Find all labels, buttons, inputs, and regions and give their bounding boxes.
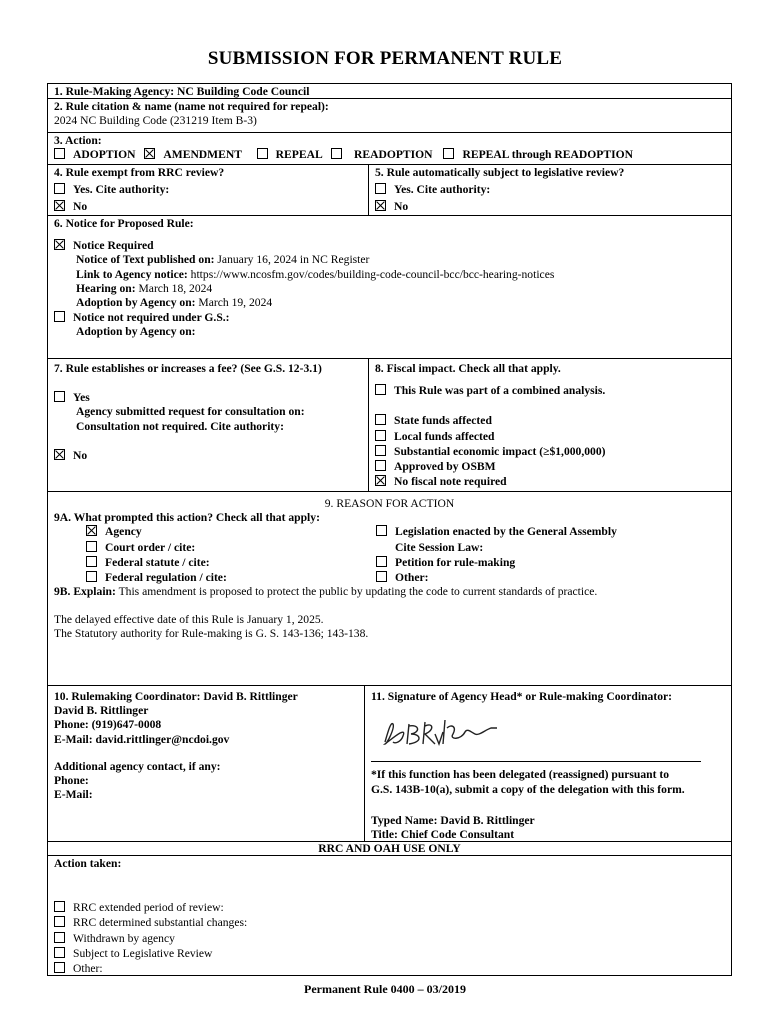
typed-name: Typed Name: David B. Rittlinger	[371, 813, 535, 827]
consultation-not-required-label: Consultation not required. Cite authority:	[76, 419, 284, 433]
prompt-court-label: Court order / cite:	[105, 540, 196, 554]
prompted-label: 9A. What prompted this action? Check all that apply:	[54, 511, 320, 525]
prompt-agency-label: Agency	[105, 525, 142, 539]
section-4	[48, 165, 369, 215]
osbm-checkbox[interactable]	[375, 460, 386, 471]
rrc-substantial-label: RRC determined substantial changes:	[73, 916, 248, 930]
rrc-other-label: Other:	[73, 962, 103, 976]
prompt-agency-checkbox[interactable]	[86, 525, 97, 536]
section-11	[365, 686, 731, 841]
section-8	[369, 359, 731, 491]
rrc-extended-checkbox[interactable]	[54, 901, 65, 912]
signature-line	[371, 760, 701, 762]
rrc-exempt-yes-checkbox[interactable]	[54, 183, 65, 194]
agency-notice-link[interactable]: https://www.ncosfm.gov/codes/building-code-council-bcc/bcc-hearing-notices	[190, 267, 555, 281]
readoption-checkbox[interactable]	[331, 148, 342, 159]
local-funds-label: Local funds affected	[394, 429, 495, 443]
fee-no-checkbox[interactable]	[54, 449, 65, 460]
agency-notice-link-label: Link to Agency notice:	[76, 267, 188, 281]
amendment-checkbox[interactable]	[144, 148, 155, 159]
legislative-review-yes-checkbox[interactable]	[375, 183, 386, 194]
prompt-court-checkbox[interactable]	[86, 541, 97, 552]
section-1	[48, 84, 731, 99]
state-funds-label: State funds affected	[394, 414, 492, 428]
consultation-requested-label: Agency submitted request for consultation on:	[76, 405, 305, 419]
legislative-review-checkbox[interactable]	[54, 947, 65, 958]
rrc-substantial-checkbox[interactable]	[54, 916, 65, 927]
form-title: SUBMISSION FOR PERMANENT RULE	[207, 48, 563, 69]
signature-label: 11. Signature of Agency Head* or Rule-making Coordinator:	[371, 690, 673, 703]
prompt-federal-statute-label: Federal statute / cite:	[105, 555, 210, 569]
rrc-header-label: RRC AND OAH USE ONLY	[318, 842, 461, 855]
statutory-authority-note: The Statutory authority for Rule-making is G. S. 143-136; 143-138.	[54, 626, 369, 640]
signature-area[interactable]	[371, 704, 725, 756]
withdrawn-label: Withdrawn by agency	[73, 931, 175, 945]
adoption-label: ADOPTION	[73, 148, 136, 162]
state-funds-checkbox[interactable]	[375, 414, 386, 425]
rrc-exempt-no-label: No	[73, 200, 88, 214]
fee-no-label: No	[73, 448, 88, 462]
repeal-checkbox[interactable]	[257, 148, 268, 159]
action-taken-label: Action taken:	[54, 857, 122, 870]
prompt-federal-regulation-label: Federal regulation / cite:	[105, 571, 227, 585]
osbm-label: Approved by OSBM	[394, 460, 496, 474]
rrc-extended-label: RRC extended period of review:	[73, 901, 224, 915]
withdrawn-checkbox[interactable]	[54, 932, 65, 943]
form-footer: Permanent Rule 0400 – 03/2019	[304, 982, 466, 996]
rrc-exempt-no-checkbox[interactable]	[54, 200, 65, 211]
adoption-date-label: Adoption by Agency on:	[76, 296, 196, 310]
coordinator-phone: Phone: (919)647-0008	[54, 718, 162, 732]
rrc-exempt-yes-label: Yes. Cite authority:	[73, 183, 170, 197]
additional-contact-label: Additional agency contact, if any:	[54, 759, 221, 773]
prompt-other-checkbox[interactable]	[376, 571, 387, 582]
notice-not-required-checkbox[interactable]	[54, 311, 65, 322]
rrc-other-checkbox[interactable]	[54, 962, 65, 973]
explain-label: 9B. Explain:	[54, 585, 116, 599]
section-9	[48, 492, 731, 686]
readoption-label: READOPTION	[353, 148, 433, 162]
substantial-impact-label: Substantial economic impact (≥$1,000,000)	[394, 444, 606, 458]
substantial-impact-checkbox[interactable]	[375, 445, 386, 456]
prompt-federal-statute-checkbox[interactable]	[86, 556, 97, 567]
section-6	[48, 216, 731, 359]
prompt-petition-label: Petition for rule-making	[395, 555, 516, 569]
hearing-value: March 18, 2024	[138, 281, 213, 295]
section-7-8	[48, 359, 731, 492]
repeal-label: REPEAL	[275, 148, 323, 162]
section-10	[48, 686, 365, 841]
legislative-review-label: Subject to Legislative Review	[73, 946, 213, 960]
delegation-note-2: G.S. 143B-10(a), submit a copy of the delegation with this form.	[371, 783, 685, 797]
hearing-label: Hearing on:	[76, 281, 136, 295]
rule-citation-label: 2. Rule citation & name (name not required for repeal):	[54, 100, 329, 113]
legislative-review-yes-label: Yes. Cite authority:	[394, 183, 491, 197]
fee-yes-label: Yes	[73, 391, 90, 405]
rrc-header	[48, 841, 731, 856]
legislative-review-no-checkbox[interactable]	[375, 200, 386, 211]
notice-label: 6. Notice for Proposed Rule:	[54, 217, 194, 230]
legislative-review-label: 5. Rule automatically subject to legislative review?	[375, 166, 625, 179]
section-2	[48, 99, 731, 133]
delegation-note-1: *If this function has been delegated (reassigned) pursuant to	[371, 768, 670, 782]
amendment-label: AMENDMENT	[163, 148, 242, 162]
local-funds-checkbox[interactable]	[375, 430, 386, 441]
session-law-label: Cite Session Law:	[395, 540, 484, 554]
prompt-legislation-label: Legislation enacted by the General Assembly	[395, 525, 617, 539]
action-options	[54, 148, 725, 162]
additional-email-label: E-Mail:	[54, 788, 93, 802]
fiscal-impact-label: 8. Fiscal impact. Check all that apply.	[375, 362, 561, 375]
coordinator-label: 10. Rulemaking Coordinator: David B. Rittlinger	[54, 690, 298, 703]
no-fiscal-note-checkbox[interactable]	[375, 475, 386, 486]
adoption-date-2-label: Adoption by Agency on:	[76, 325, 196, 339]
combined-analysis-label: This Rule was part of a combined analysis.	[394, 384, 606, 398]
agency-label: 1. Rule-Making Agency: NC Building Code Council	[54, 85, 310, 98]
signer-title: Title: Chief Code Consultant	[371, 827, 515, 841]
adoption-checkbox[interactable]	[54, 148, 65, 159]
notice-required-checkbox[interactable]	[54, 239, 65, 250]
section-5	[369, 165, 731, 215]
fee-label: 7. Rule establishes or increases a fee? (See G.S. 12-3.1)	[54, 362, 322, 375]
signature-image	[379, 714, 509, 754]
rrc-exempt-label: 4. Rule exempt from RRC review?	[54, 166, 225, 179]
adoption-date-value: March 19, 2024	[198, 296, 273, 310]
published-value: January 16, 2024 in NC Register	[217, 253, 370, 267]
additional-phone-label: Phone:	[54, 774, 89, 788]
published-label: Notice of Text published on:	[76, 253, 215, 267]
fee-yes-checkbox[interactable]	[54, 391, 65, 402]
repeal-through-readoption-checkbox[interactable]	[443, 148, 454, 159]
action-label: 3. Action:	[54, 134, 102, 147]
legislative-review-no-label: No	[394, 200, 409, 214]
reason-title: 9. REASON FOR ACTION	[324, 497, 455, 510]
combined-analysis-checkbox[interactable]	[375, 384, 386, 395]
permanent-rule-form	[47, 83, 732, 976]
notice-required-label: Notice Required	[73, 239, 154, 253]
effective-date-note: The delayed effective date of this Rule is January 1, 2025.	[54, 612, 324, 626]
coordinator-name: David B. Rittlinger	[54, 704, 149, 718]
prompt-legislation-checkbox[interactable]	[376, 525, 387, 536]
rrc-section	[48, 856, 731, 976]
repeal-through-readoption-label: REPEAL through READOPTION	[462, 148, 633, 162]
section-10-11	[48, 686, 731, 841]
notice-not-required-label: Notice not required under G.S.:	[73, 311, 230, 325]
prompt-other-label: Other:	[395, 571, 429, 585]
section-3	[48, 133, 731, 165]
no-fiscal-note-label: No fiscal note required	[394, 475, 507, 489]
prompt-federal-regulation-checkbox[interactable]	[86, 571, 97, 582]
prompt-petition-checkbox[interactable]	[376, 556, 387, 567]
rule-citation-value[interactable]: 2024 NC Building Code (231219 Item B-3)	[54, 114, 257, 128]
section-7	[48, 359, 369, 491]
section-4-5	[48, 165, 731, 216]
explain-text: This amendment is proposed to protect the public by updating the code to current standards of practice.	[118, 585, 598, 599]
coordinator-email: E-Mail: david.rittlinger@ncdoi.gov	[54, 732, 230, 746]
